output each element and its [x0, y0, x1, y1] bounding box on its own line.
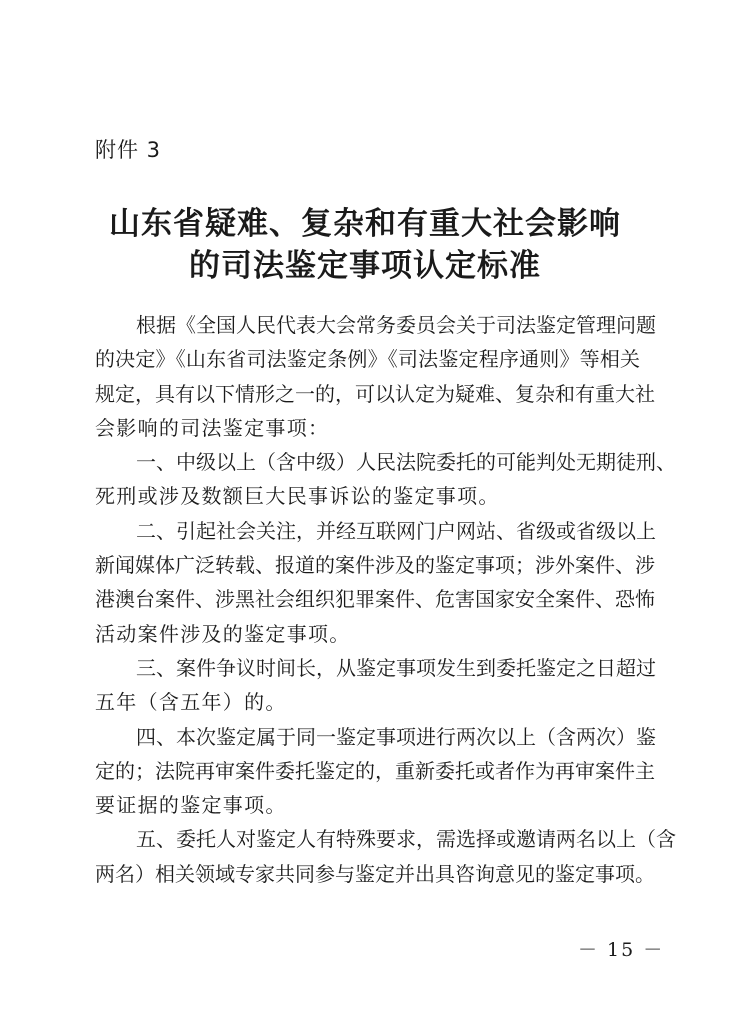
- page-number: － 15 －: [578, 939, 665, 961]
- attachment-label: 附件 3: [95, 138, 162, 162]
- body-line-8: 新闻媒体广泛转载、报道的案件涉及的鉴定事项；涉外案件、涉: [95, 553, 655, 578]
- body-line-9: 港澳台案件、涉黑社会组织犯罪案件、危害国家安全案件、恐怖: [95, 587, 655, 612]
- body-line-16: 五、委托人对鉴定人有特殊要求，需选择或邀请两名以上（含: [136, 827, 676, 852]
- body-line-15: 要证据的鉴定事项。: [95, 793, 287, 818]
- body-line-4: 会影响的司法鉴定事项：: [95, 415, 330, 440]
- body-line-2: 的决定》《山东省司法鉴定条例》《司法鉴定程序通则》等相关: [95, 347, 640, 372]
- body-line-7: 二、引起社会关注，并经互联网门户网站、省级或省级以上: [136, 518, 656, 543]
- document-title-line-2: 的司法鉴定事项认定标准: [189, 248, 541, 284]
- document-title-line-1: 山东省疑难、复杂和有重大社会影响: [109, 206, 621, 242]
- body-line-6: 死刑或涉及数额巨大民事诉讼的鉴定事项。: [95, 484, 500, 509]
- body-line-12: 五年（含五年）的。: [95, 690, 287, 715]
- body-line-13: 四、本次鉴定属于同一鉴定事项进行两次以上（含两次）鉴: [136, 724, 656, 749]
- body-line-10: 活动案件涉及的鉴定事项。: [95, 621, 351, 646]
- document-body: [95, 308, 676, 891]
- body-line-5: 一、中级以上（含中级）人民法院委托的可能判处无期徒刑、: [136, 450, 676, 475]
- body-line-1: 根据《全国人民代表大会常务委员会关于司法鉴定管理问题: [136, 313, 656, 337]
- body-line-11: 三、案件争议时间长，从鉴定事项发生到委托鉴定之日超过: [136, 655, 656, 680]
- body-line-3: 规定，具有以下情形之一的，可以认定为疑难、复杂和有重大社: [95, 381, 655, 406]
- body-line-14: 定的；法院再审案件委托鉴定的，重新委托或者作为再审案件主: [95, 758, 655, 783]
- body-line-17: 两名）相关领域专家共同参与鉴定并出具咨询意见的鉴定事项。: [95, 861, 655, 886]
